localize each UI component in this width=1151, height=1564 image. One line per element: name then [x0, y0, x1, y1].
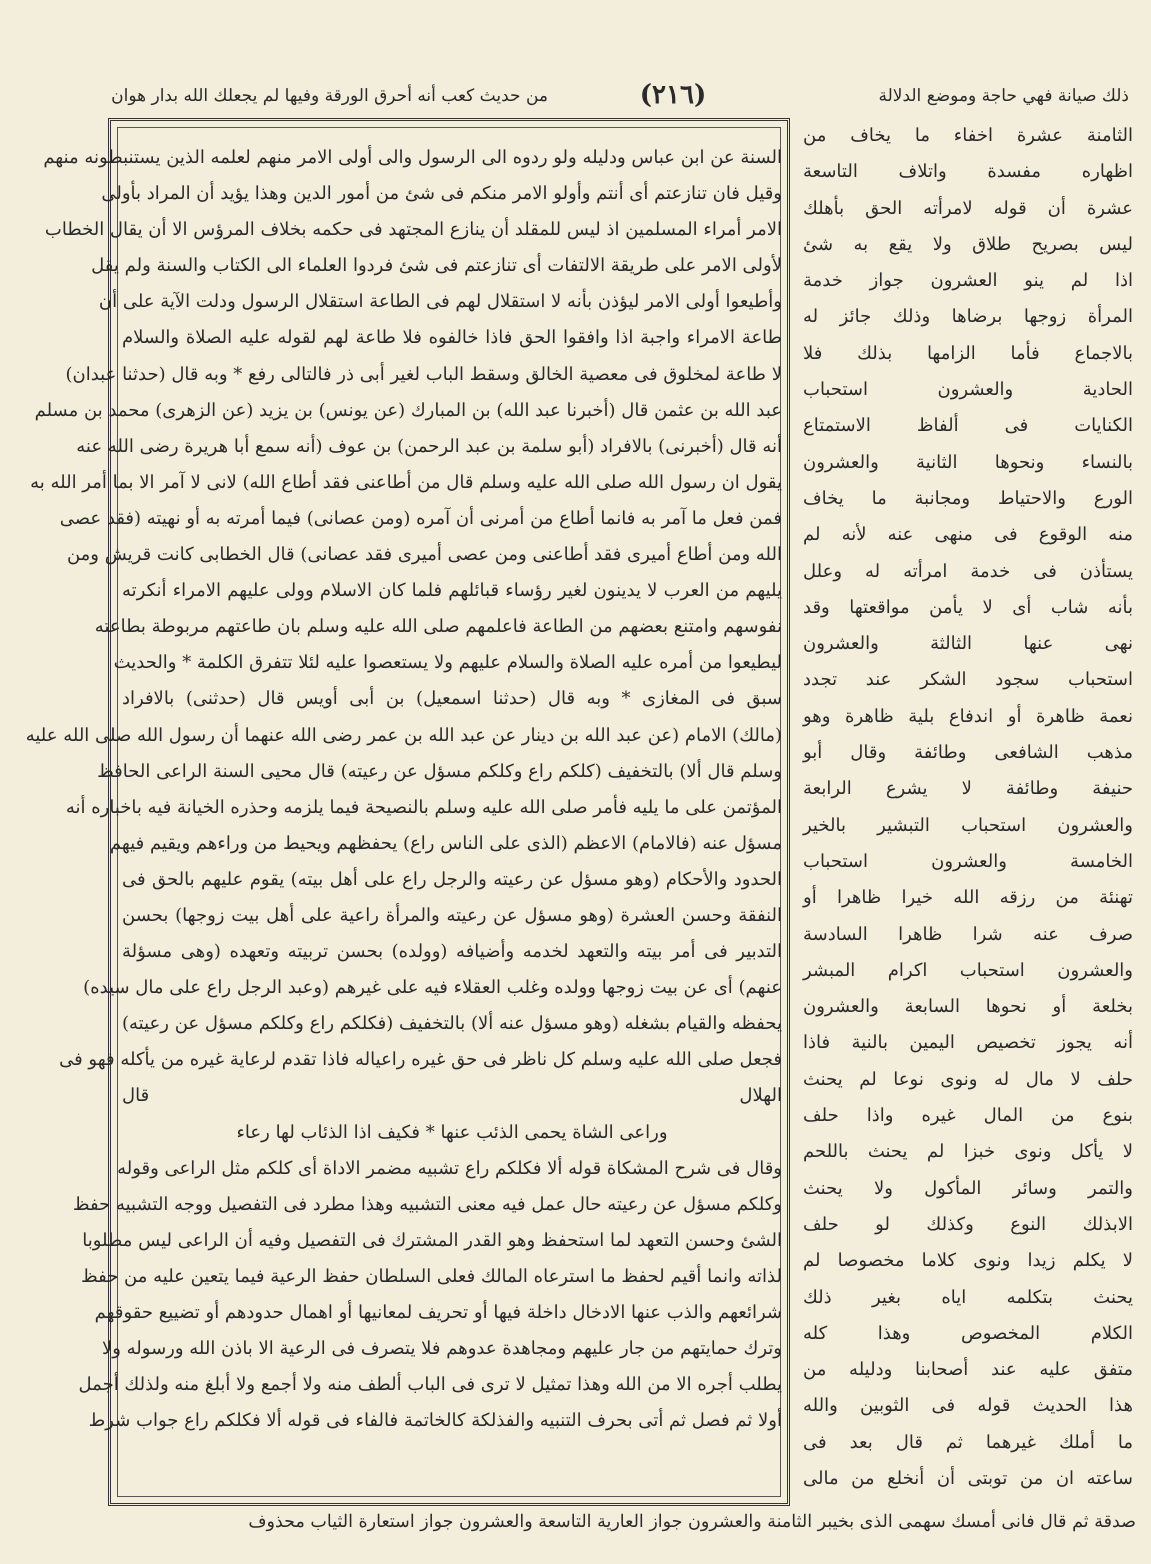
main-text-line: لأولى الامر على طريقة الالتفات أى تنازعتم فى شئ فردوا العلماء الى الكتاب والسنة ولم يقل [91, 255, 782, 277]
main-text-line: السنة عن ابن عباس ودليله ولو ردوه الى الرسول والى أولى الامر منهم لعلمه الذين يستنبطونه منهم [43, 147, 782, 168]
margin-text-line: المرأة زوجها برضاها وذلك جائز له [803, 306, 1133, 328]
main-text-line: يطلب أجره الا من الله وهذا تمثيل لا ترى فى الباب ألطف منه ولا أجمع ولا أبلغ منه ولذلك أجمل [78, 1374, 782, 1396]
main-text-line: وترك حمايتهم من جار عليهم ومجاهدة عدوهم فلا يتصرف فى الرعية الا باذن الله ورسوله ولا [101, 1338, 782, 1360]
margin-text-line: الكلام المخصوص وهذا كله [803, 1322, 1133, 1344]
margin-text-line: بالاجماع فأما الزامها بذلك فلا [803, 342, 1133, 364]
margin-text-line: منه الوقوع فى منهى عنه لأنه لم [803, 524, 1133, 546]
margin-text-line: لا يأكل ونوى خبزا لم يحنث باللحم [803, 1141, 1133, 1163]
margin-text-line: ما أملك غيرهما ثم قال بعد فى [803, 1431, 1133, 1453]
margin-text-line: حلف لا مال له ونوى نوعا لم يحنث [803, 1068, 1133, 1090]
margin-text-line: مذهب الشافعى وطائفة وقال أبو [803, 742, 1133, 764]
margin-text-line: اذا لم ينو العشرون جواز خدمة [803, 270, 1133, 292]
margin-text-column [803, 118, 1133, 1523]
margin-text-line: هذا الحديث قوله فى الثوبين والله [803, 1395, 1133, 1417]
footer-text: صدقة ثم قال فانى أمسك سهمى الذى بخيبر الثامنة والعشرون جواز العارية التاسعة والعشرون جواز استعارة الثياب محذوف [248, 1512, 1136, 1532]
main-text-line: فمن فعل ما آمر به فانما أطاع من أمرنى أن آمره (ومن عصانى) فيما أمرته به أو نهيته (فقد عصى [59, 507, 782, 529]
main-text-line: النفقة وحسن العشرة (وهو مسؤل عن رعيته والمرأة راعية على أهل بيت زوجها) بحسن [122, 904, 782, 926]
margin-text-line: بخلعة أو نحوها السابعة والعشرون [803, 996, 1133, 1018]
main-text-line: وراعى الشاة يحمى الذئب عنها * فكيف اذا الذئاب لها رعاء [236, 1121, 668, 1143]
margin-text-line: لا يكلم زيدا ونوى كلاما مخصوصا لم [803, 1250, 1133, 1272]
main-text-line: طاعة الامراء واجبة اذا وافقوا الحق فاذا خالفوه فلا طاعة لهم لقوله عليه الصلاة والسلام [122, 327, 782, 349]
main-text-line: عنهم) أى عن بيت زوجها وولده وغلب العقلاء فيه على غيرهم (وعبد الرجل راع على مال سيده) [83, 977, 782, 999]
main-text-column [25, 140, 783, 1498]
header-left-text: من حديث كعب أنه أحرق الورقة وفيها لم يجعلك الله بدار هوان [111, 86, 548, 106]
main-text-line: (مالك) الامام (عن عبد الله بن دينار عن عبد الله بن عمر رضى الله عنهما أن رسول الله صلى الله عليه [25, 724, 782, 746]
margin-text-line: الابذلك النوع وكذلك لو حلف [803, 1213, 1133, 1235]
main-text-line: أنه قال (أخبرنى) بالافراد (أبو سلمة بن عبد الرحمن) بن عوف (أنه سمع أبا هريرة رضى الله عنه [76, 435, 782, 457]
margin-text-line: ساعته ان من توبتى أن أنخلع من مالى [803, 1467, 1133, 1489]
margin-text-line: حنيفة وطائفة لا يشرع الرابعة [803, 778, 1133, 800]
margin-text-line: نهى عنها الثالثة والعشرون [803, 633, 1133, 655]
margin-text-line: يستأذن فى خدمة امرأته له وعلل [803, 560, 1133, 582]
margin-text-line: بنوع من المال غيره واذا حلف [803, 1105, 1133, 1127]
margin-text-line: الثامنة عشرة اخفاء ما يخاف من [803, 125, 1133, 146]
main-text-line: الحدود والأحكام (وهو مسؤل عن رعيته والرجل راع على أهل بيته) يقوم عليهم بالحق فى [122, 868, 782, 890]
margin-text-line: بالنساء ونحوها الثانية والعشرون [803, 451, 1133, 473]
main-text-line: المؤتمن على ما يليه فأمر صلى الله عليه وسلم بالنصيحة فيما يلزمه وحذره الخيانة فيه باخباره أنه [65, 796, 782, 818]
main-text-line: أولا ثم فصل ثم أتى بحرف التنبيه والفذلكة كالخاتمة فالفاء فى قوله ألا فكلكم راع جواب شرط [88, 1410, 782, 1432]
margin-text-line: والعشرون استحباب اكرام المبشر [803, 959, 1133, 981]
margin-text-line: الحادية والعشرون استحباب [803, 379, 1133, 401]
main-text-line: يحفظه والقيام بشغله (وهو مسؤل عنه ألا) بالتخفيف (فكلكم راع وكلكم مسؤل عن رعيته) [122, 1013, 782, 1035]
margin-text-line: متفق عليه عند أصحابنا ودليله من [803, 1359, 1133, 1381]
margin-text-line: أنه يجوز تخصيص اليمين بالنية فاذا [803, 1032, 1133, 1054]
margin-text-line: والعشرون استحباب التبشير بالخير [803, 814, 1133, 836]
margin-text-line: عشرة أن قوله لامرأته الحق بأهلك [803, 197, 1133, 219]
main-text-line: الهلال قال [122, 1085, 782, 1107]
margin-text-line: تهنئة من رزقه الله خيرا ظاهرا أو [803, 887, 1133, 909]
main-text-line: التدبير فى أمر بيته والتعهد لخدمه وأضيافه (وولده) بحسن تربيته وتعهده (وهى مسؤلة [122, 941, 782, 963]
margin-text-line: صرف عنه شرا ظاهرا السادسة [803, 923, 1133, 945]
margin-text-line: ليس بصريح طلاق ولا يقع به شئ [803, 233, 1133, 255]
main-text-line: نفوسهم وامتنع بعضهم من الطاعة فاعلمهم صلى الله عليه وسلم بان طاعتهم مربوطة بطاعته [94, 616, 782, 638]
page-number: (٢١٦) [639, 80, 707, 110]
margin-text-line: بأنه شاب أى لا يأمن مواقعتها وقد [803, 596, 1133, 618]
main-text-line: وقال فى شرح المشكاة قوله ألا فكلكم راع تشبيه مضمر الاداة أى كلكم مثل الراعى وقوله [117, 1157, 782, 1179]
main-text-line: سبق فى المغازى * وبه قال (حدثنا اسمعيل) بن أبى أويس قال (حدثنى) بالافراد [122, 688, 783, 710]
main-text-line: يليهم من العرب لا يدينون لغير رؤساء قبائلهم فلما كان الاسلام وولى عليهم الامراء أنكرته [122, 580, 782, 602]
margin-text-line: نعمة ظاهرة أو اندفاع بلية ظاهرة وهو [803, 705, 1133, 727]
main-text-line: لا طاعة لمخلوق فى معصية الخالق وسقط الباب لغير أبى ذر فالتالى رفع * وبه قال (حدثنا عبدان) [65, 363, 782, 385]
margin-text-line: الورع والاحتياط ومجانبة ما يخاف [803, 487, 1133, 509]
margin-text-line: الخامسة والعشرون استحباب [803, 850, 1133, 872]
main-text-line: لذاته وانما أقيم لحفظ ما استرعاه المالك فعلى السلطان حفظ الرعية فيما يتعين عليه من حفظ [81, 1265, 782, 1287]
main-text-line: شرائعهم والذب عنها الادخال داخلة فيها أو تحريف لمعانيها أو اهمال حدودهم أو تضييع حقوقهم [94, 1302, 782, 1323]
main-text-line: عبد الله بن عثمن قال (أخبرنا عبد الله) بن المبارك (عن يونس) بن يزيد (عن الزهرى) محمد بن مسلم [34, 399, 782, 421]
margin-text-line: اظهاره مفسدة واتلاف التاسعة [803, 161, 1133, 183]
header-right-text: ذلك صيانة فهي حاجة وموضع الدلالة [878, 86, 1129, 106]
margin-text-line: يحنث بتكلمه اياه بغير ذلك [803, 1286, 1133, 1308]
main-text-line: يقول ان رسول الله صلى الله عليه وسلم قال من أطاعنى فقد أطاع الله) لانى لا آمر الا بما أمر الله به [30, 471, 782, 493]
main-text-line: الشئ وحسن التعهد لما استحفظ وهو القدر المشترك فى التفصيل وفيه أن الراعى ليس مطلوبا [82, 1229, 782, 1251]
margin-text-line: استحباب سجود الشكر عند تجدد [803, 669, 1133, 691]
margin-text-line: والتمر وسائر المأكول ولا يحنث [803, 1177, 1133, 1199]
main-text-line: الامر أمراء المسلمين اذ ليس للمقلد أن ينازع المجتهد فى حكمه بخلاف المرؤس الا أن يقال الخطاب [44, 219, 782, 241]
main-text-line: وأطيعوا أولى الامر ليؤذن بأنه لا استقلال لهم فى الطاعة استقلال الرسول ودلت الآية على أن [98, 291, 782, 313]
main-text-line: وسلم قال ألا) بالتخفيف (كلكم راع وكلكم مسؤل عن رعيته) قال محيى السنة الراعى الحافظ [97, 760, 782, 782]
main-text-line: فجعل صلى الله عليه وسلم كل ناظر فى حق غيره راعياله فاذا تقدم لرعاية غيره من يأكله فهو فى [59, 1049, 782, 1071]
main-text-line: الله ومن أطاع أميرى فقد أطاعنى ومن عصى أميرى فقد عصانى) قال الخطابى كانت قريش ومن [66, 544, 782, 566]
margin-text-line: الكنايات فى ألفاظ الاستمتاع [803, 415, 1133, 437]
main-text-line: مسؤل عنه (فالامام) الاعظم (الذى على الناس راع) يحفظهم ويحيط من وراءهم ويقيم فيهم [109, 832, 782, 854]
main-text-line: ليطيعوا من أمره عليه الصلاة والسلام عليهم ولا يستعصوا عليه لئلا تتفرق الكلمة * والحديث [113, 652, 782, 674]
main-text-line: وكلكم مسؤل عن رعيته حال عمل فيه معنى التشبيه وهذا مطرد فى التفصيل ووجه التشبيه حفظ [72, 1193, 782, 1215]
main-text-line: وقيل فان تنازعتم أى أنتم وأولو الامر منكم فى شئ من أمور الدين وهذا يؤيد أن المراد بأولى [101, 183, 782, 205]
